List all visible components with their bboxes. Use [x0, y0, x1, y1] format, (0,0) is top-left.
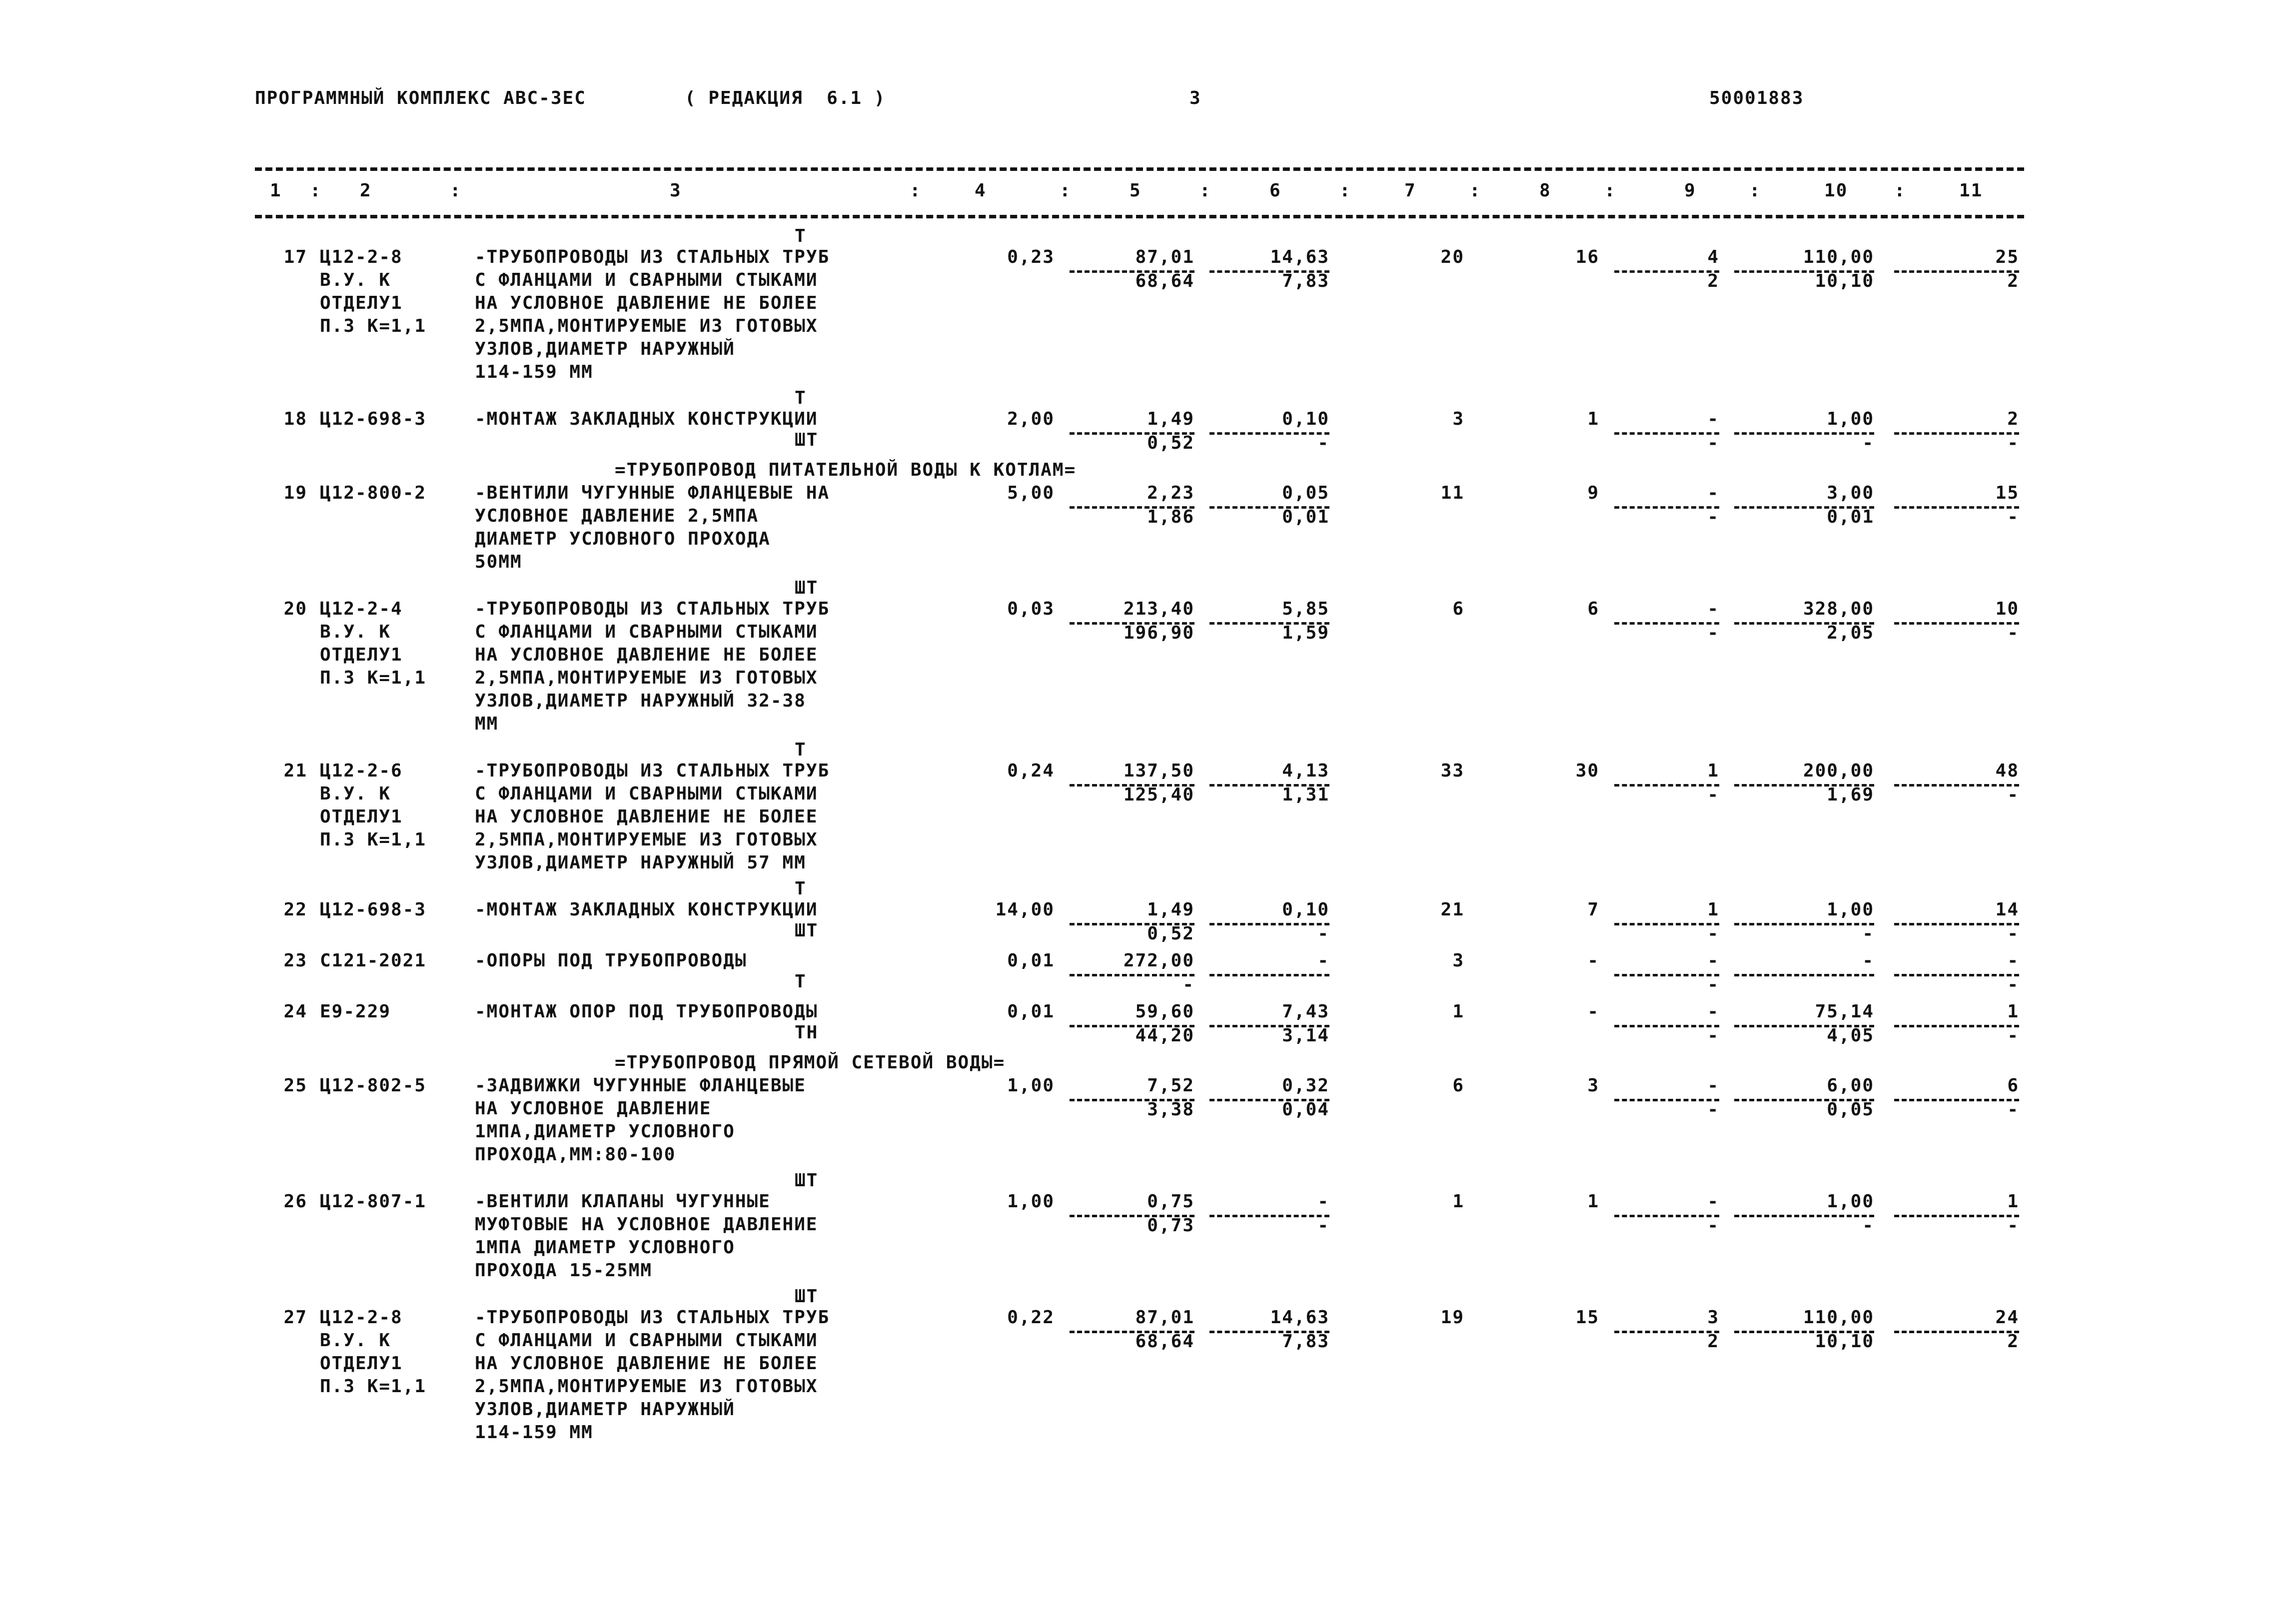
cell-c10: 1,00	[1827, 1191, 1874, 1212]
row-description: -ТРУБОПРОВОДЫ ИЗ СТАЛЬНЫХ ТРУБ	[475, 247, 830, 267]
row-number: 25	[283, 1075, 307, 1096]
cell-c8: -	[1587, 1001, 1599, 1022]
cell-c10: 200,00	[1803, 761, 1874, 781]
cell-c11b: -	[2007, 923, 2019, 944]
cell-c11b: -	[2007, 1099, 2019, 1120]
cell-c11: 48	[1995, 761, 2019, 781]
cell-c6b: -	[1317, 433, 1329, 453]
cell-c10b: 1,69	[1827, 785, 1874, 805]
row-number: 22	[283, 899, 307, 920]
column-separator: :	[1749, 180, 1761, 201]
cell-c6: 5,85	[1282, 599, 1329, 619]
cell-quantity: 2,00	[1007, 409, 1055, 429]
cell-c5: 7,52	[1147, 1075, 1194, 1096]
cell-c5: 137,50	[1123, 761, 1194, 781]
cell-c5: 272,00	[1123, 950, 1194, 971]
cell-c5: 59,60	[1135, 1001, 1194, 1022]
row-description: -МОНТАЖ ЗАКЛАДНЫХ КОНСТРУКЦИИ	[475, 409, 818, 429]
row-description: НА УСЛОВНОЕ ДАВЛЕНИЕ НЕ БОЛЕЕ	[475, 293, 818, 313]
unit-label: Т	[795, 971, 807, 992]
cell-c10b: 4,05	[1827, 1025, 1874, 1046]
row-description: УЗЛОВ,ДИАМЕТР НАРУЖНЫЙ 32-38	[475, 691, 806, 711]
cell-c11b: 2	[2007, 1331, 2019, 1352]
unit-label: ШТ	[795, 1286, 819, 1307]
cell-quantity: 0,22	[1007, 1307, 1055, 1328]
cell-c9b: -	[1707, 433, 1719, 453]
program-title: ПРОГРАММНЫЙ КОМПЛЕКС АВС-3ЕС	[255, 88, 586, 108]
row-description: УЗЛОВ,ДИАМЕТР НАРУЖНЫЙ	[475, 339, 735, 359]
cell-c6b: 1,59	[1282, 623, 1329, 643]
cell-c9b: 2	[1707, 1331, 1719, 1352]
cell-c11: 24	[1995, 1307, 2019, 1328]
cell-c6: 7,43	[1282, 1001, 1329, 1022]
cell-c6: 4,13	[1282, 761, 1329, 781]
cell-c9b: -	[1707, 785, 1719, 805]
cell-c10: 1,00	[1827, 899, 1874, 920]
cell-c9: 3	[1707, 1307, 1719, 1328]
cell-c11: 15	[1995, 483, 2019, 503]
column-header-3: 3	[670, 180, 682, 201]
cell-c5: 1,49	[1147, 899, 1194, 920]
row-description: ПРОХОДА,ММ:80-100	[475, 1144, 676, 1165]
cell-c9b: 2	[1707, 271, 1719, 291]
row-description: 50ММ	[475, 552, 522, 572]
cell-c8: 16	[1575, 247, 1599, 267]
cell-c5b: 68,64	[1135, 1331, 1194, 1352]
cell-c8: 3	[1587, 1075, 1599, 1096]
row-code: Ц12-2-6	[320, 761, 403, 781]
row-description: МУФТОВЫЕ НА УСЛОВНОЕ ДАВЛЕНИЕ	[475, 1214, 818, 1235]
cell-c10: 6,00	[1827, 1075, 1874, 1096]
cell-c5: 2,23	[1147, 483, 1194, 503]
cell-c11b: -	[2007, 1215, 2019, 1236]
column-header-row	[0, 180, 2273, 205]
cell-c9b: -	[1707, 1215, 1719, 1236]
cell-c6: 0,10	[1282, 409, 1329, 429]
column-separator: :	[1604, 180, 1616, 201]
cell-c7: 6	[1452, 599, 1464, 619]
cell-c5b: 0,73	[1147, 1215, 1194, 1236]
row-description: ДИАМЕТР УСЛОВНОГО ПРОХОДА	[475, 529, 771, 549]
cell-c6: -	[1317, 950, 1329, 971]
cell-c7: 3	[1452, 950, 1464, 971]
header-rule-top	[255, 167, 2024, 171]
column-header-6: 6	[1269, 180, 1281, 201]
cell-c6b: 3,14	[1282, 1025, 1329, 1046]
section-title: =ТРУБОПРОВОД ПРЯМОЙ СЕТЕВОЙ ВОДЫ=	[615, 1052, 1006, 1073]
row-number: 19	[283, 483, 307, 503]
row-description: С ФЛАНЦАМИ И СВАРНЫМИ СТЫКАМИ	[475, 1330, 818, 1351]
cell-c5b: -	[1182, 974, 1194, 995]
unit-label: Т	[795, 740, 807, 760]
row-description: -ТРУБОПРОВОДЫ ИЗ СТАЛЬНЫХ ТРУБ	[475, 599, 830, 619]
cell-quantity: 0,01	[1007, 950, 1055, 971]
cell-c10: 1,00	[1827, 409, 1874, 429]
row-description: -ВЕНТИЛИ ЧУГУННЫЕ ФЛАНЦЕВЫЕ НА	[475, 483, 830, 503]
row-number: 24	[283, 1001, 307, 1022]
cell-c5b: 44,20	[1135, 1025, 1194, 1046]
cell-c9b: -	[1707, 507, 1719, 527]
cell-c5b: 0,52	[1147, 923, 1194, 944]
row-description: НА УСЛОВНОЕ ДАВЛЕНИЕ НЕ БОЛЕЕ	[475, 807, 818, 827]
cell-c9b: -	[1707, 1099, 1719, 1120]
unit-label: Т	[795, 226, 807, 246]
page-number: 3	[1189, 88, 1201, 108]
row-description: -МОНТАЖ ОПОР ПОД ТРУБОПРОВОДЫ	[475, 1001, 818, 1022]
row-description: 2,5МПА,МОНТИРУЕМЫЕ ИЗ ГОТОВЫХ	[475, 316, 818, 336]
cell-c11: 10	[1995, 599, 2019, 619]
row-code: В.У. К	[320, 1330, 391, 1351]
cell-c10: 75,14	[1815, 1001, 1874, 1022]
cell-c10b: 0,01	[1827, 507, 1874, 527]
cell-c5b: 68,64	[1135, 271, 1194, 291]
row-description: -ТРУБОПРОВОДЫ ИЗ СТАЛЬНЫХ ТРУБ	[475, 1307, 830, 1328]
row-code: П.3 К=1,1	[320, 829, 427, 850]
row-description: УСЛОВНОЕ ДАВЛЕНИЕ 2,5МПА	[475, 506, 759, 526]
row-description: -ОПОРЫ ПОД ТРУБОПРОВОДЫ	[475, 950, 747, 971]
column-separator: :	[1469, 180, 1481, 201]
row-number: 21	[283, 761, 307, 781]
cell-c11: 14	[1995, 899, 2019, 920]
cell-c5: 1,49	[1147, 409, 1194, 429]
unit-label: Т	[795, 388, 807, 408]
cell-c11b: -	[2007, 433, 2019, 453]
cell-quantity: 1,00	[1007, 1075, 1055, 1096]
cell-c8: -	[1587, 950, 1599, 971]
cell-c7: 1	[1452, 1191, 1464, 1212]
row-number: 18	[283, 409, 307, 429]
row-description: С ФЛАНЦАМИ И СВАРНЫМИ СТЫКАМИ	[475, 622, 818, 642]
cell-c11: 1	[2007, 1191, 2019, 1212]
unit-label: Т	[795, 878, 807, 899]
cell-c6: 0,32	[1282, 1075, 1329, 1096]
column-header-5: 5	[1130, 180, 1141, 201]
cell-c6: -	[1317, 1191, 1329, 1212]
cell-c10b: -	[1862, 923, 1874, 944]
row-code: П.3 К=1,1	[320, 316, 427, 336]
row-description: 114-159 ММ	[475, 362, 593, 382]
cell-c6b: -	[1317, 1215, 1329, 1236]
row-code: Ц12-2-8	[320, 247, 403, 267]
cell-c10b: 0,05	[1827, 1099, 1874, 1120]
cell-c6b: 7,83	[1282, 271, 1329, 291]
cell-c7: 33	[1440, 761, 1464, 781]
cell-quantity: 0,23	[1007, 247, 1055, 267]
cell-c11b: -	[2007, 785, 2019, 805]
row-code: С121-2021	[320, 950, 427, 971]
row-code: Ц12-807-1	[320, 1191, 427, 1212]
cell-c5b: 1,86	[1147, 507, 1194, 527]
cell-c9: -	[1707, 1075, 1719, 1096]
cell-c7: 1	[1452, 1001, 1464, 1022]
edition-label: ( РЕДАКЦИЯ 6.1 )	[685, 88, 886, 108]
row-code: Ц12-802-5	[320, 1075, 427, 1096]
row-description: С ФЛАНЦАМИ И СВАРНЫМИ СТЫКАМИ	[475, 784, 818, 804]
row-number: 26	[283, 1191, 307, 1212]
row-description: -ТРУБОПРОВОДЫ ИЗ СТАЛЬНЫХ ТРУБ	[475, 761, 830, 781]
cell-c7: 3	[1452, 409, 1464, 429]
cell-c10: 328,00	[1803, 599, 1874, 619]
cell-c6b: 0,04	[1282, 1099, 1329, 1120]
cell-quantity: 1,00	[1007, 1191, 1055, 1212]
column-header-4: 4	[975, 180, 987, 201]
cell-c6: 0,10	[1282, 899, 1329, 920]
cell-c6: 14,63	[1270, 1307, 1329, 1328]
cell-c7: 6	[1452, 1075, 1464, 1096]
cell-c11: 25	[1995, 247, 2019, 267]
column-header-8: 8	[1539, 180, 1551, 201]
cell-c5b: 125,40	[1123, 785, 1194, 805]
cell-c8: 6	[1587, 599, 1599, 619]
row-code: ОТДЕЛУ1	[320, 645, 403, 665]
cell-c11b: 2	[2007, 271, 2019, 291]
cell-c6b: 0,01	[1282, 507, 1329, 527]
cell-c9: 1	[1707, 899, 1719, 920]
row-code: В.У. К	[320, 622, 391, 642]
row-description: НА УСЛОВНОЕ ДАВЛЕНИЕ	[475, 1098, 712, 1119]
row-code: Ц12-2-8	[320, 1307, 403, 1328]
cell-c8: 1	[1587, 1191, 1599, 1212]
row-code: ОТДЕЛУ1	[320, 293, 403, 313]
cell-c10b: 10,10	[1815, 271, 1874, 291]
unit-label: ШТ	[795, 920, 819, 941]
row-code: В.У. К	[320, 784, 391, 804]
cell-quantity: 0,03	[1007, 599, 1055, 619]
cell-c9: -	[1707, 409, 1719, 429]
cell-c9: -	[1707, 1001, 1719, 1022]
column-separator: :	[1894, 180, 1906, 201]
row-code: ОТДЕЛУ1	[320, 807, 403, 827]
row-description: 1МПА,ДИАМЕТР УСЛОВНОГО	[475, 1121, 735, 1142]
row-description: НА УСЛОВНОЕ ДАВЛЕНИЕ НЕ БОЛЕЕ	[475, 1353, 818, 1374]
row-number: 23	[283, 950, 307, 971]
row-description: -МОНТАЖ ЗАКЛАДНЫХ КОНСТРУКЦИИ	[475, 899, 818, 920]
row-number: 27	[283, 1307, 307, 1328]
cell-c11b: -	[2007, 623, 2019, 643]
column-separator: :	[1060, 180, 1072, 201]
cell-c9: 1	[1707, 761, 1719, 781]
unit-label: ШТ	[795, 578, 819, 598]
row-code: Е9-229	[320, 1001, 391, 1022]
cell-c7: 11	[1440, 483, 1464, 503]
column-separator: :	[910, 180, 922, 201]
row-description: 2,5МПА,МОНТИРУЕМЫЕ ИЗ ГОТОВЫХ	[475, 829, 818, 850]
column-header-7: 7	[1404, 180, 1416, 201]
cell-c6: 0,05	[1282, 483, 1329, 503]
column-header-11: 11	[1959, 180, 1983, 201]
row-description: 2,5МПА,МОНТИРУЕМЫЕ ИЗ ГОТОВЫХ	[475, 1376, 818, 1397]
cell-c7: 20	[1440, 247, 1464, 267]
row-code: В.У. К	[320, 270, 391, 290]
cell-c9: -	[1707, 1191, 1719, 1212]
cell-c5b: 3,38	[1147, 1099, 1194, 1120]
column-header-9: 9	[1684, 180, 1696, 201]
cell-quantity: 14,00	[995, 899, 1055, 920]
cell-c9: -	[1707, 483, 1719, 503]
cell-c11: 1	[2007, 1001, 2019, 1022]
cell-quantity: 5,00	[1007, 483, 1055, 503]
cell-c10: 110,00	[1803, 247, 1874, 267]
cell-c11: 2	[2007, 409, 2019, 429]
row-description: ММ	[475, 714, 499, 734]
row-number: 17	[283, 247, 307, 267]
row-description: С ФЛАНЦАМИ И СВАРНЫМИ СТЫКАМИ	[475, 270, 818, 290]
row-description: ПРОХОДА 15-25ММ	[475, 1260, 653, 1281]
cell-c8: 1	[1587, 409, 1599, 429]
column-header-1: 1	[270, 180, 282, 201]
cell-c5b: 0,52	[1147, 433, 1194, 453]
cell-c6b: 7,83	[1282, 1331, 1329, 1352]
cell-dash-rule	[1734, 974, 1874, 976]
document-code: 50001883	[1709, 88, 1804, 108]
row-code: Ц12-800-2	[320, 483, 427, 503]
cell-c5: 213,40	[1123, 599, 1194, 619]
row-description: УЗЛОВ,ДИАМЕТР НАРУЖНЫЙ 57 ММ	[475, 852, 806, 873]
cell-c9b: -	[1707, 923, 1719, 944]
row-code: Ц12-698-3	[320, 409, 427, 429]
cell-c11: 6	[2007, 1075, 2019, 1096]
row-description: -ВЕНТИЛИ КЛАПАНЫ ЧУГУННЫЕ	[475, 1191, 771, 1212]
cell-c10: 3,00	[1827, 483, 1874, 503]
row-description: НА УСЛОВНОЕ ДАВЛЕНИЕ НЕ БОЛЕЕ	[475, 645, 818, 665]
row-code: П.3 К=1,1	[320, 668, 427, 688]
cell-c11b: -	[2007, 507, 2019, 527]
row-code: Ц12-2-4	[320, 599, 403, 619]
cell-c10b: -	[1862, 1215, 1874, 1236]
column-header-10: 10	[1824, 180, 1848, 201]
row-description: 114-159 ММ	[475, 1422, 593, 1443]
cell-c10b: -	[1862, 433, 1874, 453]
cell-c10b: 10,10	[1815, 1331, 1874, 1352]
column-header-2: 2	[360, 180, 372, 201]
cell-c10b: 2,05	[1827, 623, 1874, 643]
row-code: П.3 К=1,1	[320, 1376, 427, 1397]
cell-quantity: 0,24	[1007, 761, 1055, 781]
column-separator: :	[310, 180, 322, 201]
column-separator: :	[1199, 180, 1211, 201]
cell-c9b: -	[1707, 974, 1719, 995]
cell-c9: -	[1707, 950, 1719, 971]
row-description: 1МПА ДИАМЕТР УСЛОВНОГО	[475, 1237, 735, 1258]
cell-c6: 14,63	[1270, 247, 1329, 267]
cell-c11b: -	[2007, 974, 2019, 995]
unit-label: ШТ	[795, 1170, 819, 1191]
cell-c5b: 196,90	[1123, 623, 1194, 643]
row-description: УЗЛОВ,ДИАМЕТР НАРУЖНЫЙ	[475, 1399, 735, 1420]
cell-c5: 0,75	[1147, 1191, 1194, 1212]
cell-c8: 9	[1587, 483, 1599, 503]
cell-c5: 87,01	[1135, 1307, 1194, 1328]
cell-c6b: 1,31	[1282, 785, 1329, 805]
section-title: =ТРУБОПРОВОД ПИТАТЕЛЬНОЙ ВОДЫ К КОТЛАМ=	[615, 460, 1077, 480]
cell-c11: -	[2007, 950, 2019, 971]
cell-c9: -	[1707, 599, 1719, 619]
row-code: ОТДЕЛУ1	[320, 1353, 403, 1374]
cell-c8: 7	[1587, 899, 1599, 920]
cell-dash-rule	[1209, 974, 1329, 976]
cell-c5: 87,01	[1135, 247, 1194, 267]
cell-c8: 15	[1575, 1307, 1599, 1328]
cell-c9b: -	[1707, 1025, 1719, 1046]
cell-c6b: -	[1317, 923, 1329, 944]
cell-c9b: -	[1707, 623, 1719, 643]
unit-label: ТН	[795, 1022, 819, 1043]
cell-quantity: 0,01	[1007, 1001, 1055, 1022]
cell-c7: 21	[1440, 899, 1464, 920]
cell-c10: 110,00	[1803, 1307, 1874, 1328]
row-code: Ц12-698-3	[320, 899, 427, 920]
cell-c10: -	[1862, 950, 1874, 971]
column-separator: :	[450, 180, 462, 201]
cell-c8: 30	[1575, 761, 1599, 781]
cell-c7: 19	[1440, 1307, 1464, 1328]
row-number: 20	[283, 599, 307, 619]
unit-label: ШТ	[795, 430, 819, 450]
cell-c9: 4	[1707, 247, 1719, 267]
column-separator: :	[1339, 180, 1351, 201]
header-rule-bottom	[255, 215, 2024, 218]
row-description: -ЗАДВИЖКИ ЧУГУННЫЕ ФЛАНЦЕВЫЕ	[475, 1075, 806, 1096]
row-description: 2,5МПА,МОНТИРУЕМЫЕ ИЗ ГОТОВЫХ	[475, 668, 818, 688]
cell-c11b: -	[2007, 1025, 2019, 1046]
